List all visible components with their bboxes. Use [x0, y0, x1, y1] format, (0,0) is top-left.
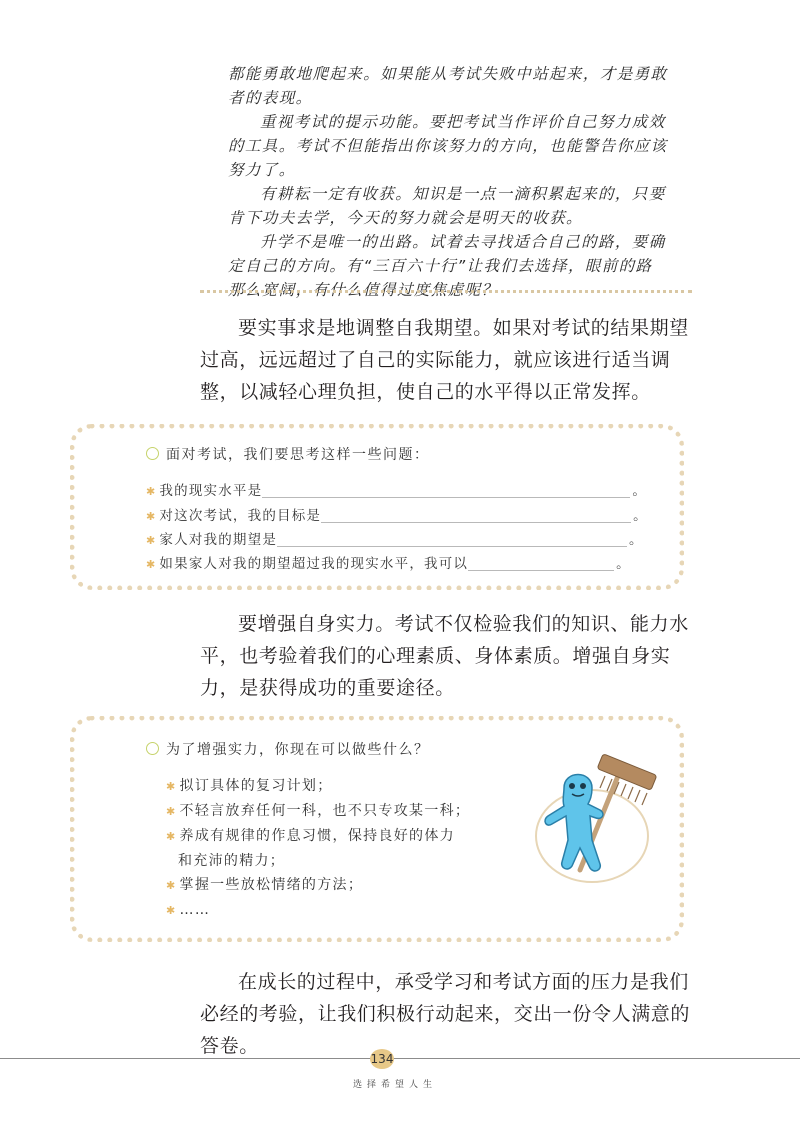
star-bullet-icon: ✱ — [166, 780, 177, 793]
star-bullet-icon: ✱ — [166, 879, 177, 892]
circle-bullet-icon — [146, 447, 159, 460]
cartoon-figure-with-broom-illustration — [520, 748, 670, 888]
running-title: 选择希望人生 — [352, 1080, 437, 1090]
star-bullet-icon: ✱ — [166, 830, 177, 843]
answer-blank[interactable] — [262, 483, 630, 498]
answer-blank[interactable] — [321, 508, 631, 523]
answer-blank[interactable] — [468, 556, 614, 571]
list-item-continuation: 和充沛的精力； — [178, 853, 286, 869]
body-paragraph-adjust-expectation: 要实事求是地调整自我期望。如果对考试的结果期望过高，远远超过了自己的实际能力，就应该进行适当调整，以减轻心理负担，使自己的水平得以正常发挥。 — [200, 317, 689, 403]
handwritten-paragraph: 升学不是唯一的出路。试着去寻找适合自己的路，要确定自己的方向。有“三百六十行”让我们去选择，眼前的路那么宽阔，有什么值得过度焦虑呢？ — [228, 233, 666, 299]
page-number: 134 — [370, 1049, 394, 1069]
footer-rule — [0, 1058, 800, 1059]
handwritten-paragraph: 都能勇敢地爬起来。如果能从考试失败中站起来，才是勇敢者的表现。 — [228, 65, 668, 107]
list-item: ✱ 对这次考试，我的目标是 。 — [146, 508, 648, 524]
list-item: ✱ 不轻言放弃任何一科，也不只专攻某一科； — [166, 803, 471, 819]
list-item: ✱ 如果家人对我的期望超过我的现实水平，我可以 。 — [146, 556, 631, 572]
answer-blank[interactable] — [277, 532, 627, 547]
star-bullet-icon: ✱ — [166, 904, 177, 917]
handwritten-paragraph: 有耕耘一定有收获。知识是一点一滴积累起来的，只要肯下功夫去学，今天的努力就会是明天的收获。 — [228, 185, 666, 227]
list-item: ✱ 拟订具体的复习计划； — [166, 778, 333, 794]
star-bullet-icon: ✱ — [146, 510, 157, 523]
list-item: ✱ …… — [166, 902, 211, 918]
suggestion-box-heading: 为了增强实力，你现在可以做些什么？ — [146, 739, 430, 759]
list-item: ✱ 家人对我的期望是 。 — [146, 532, 644, 548]
handwritten-paragraph: 重视考试的提示功能。要把考试当作评价自己努力成效的工具。考试不但能指出你该努力的方向，也能警告你应该努力了。 — [228, 113, 668, 179]
suggestion-list — [166, 774, 470, 923]
list-item: ✱ 我的现实水平是 。 — [146, 483, 648, 499]
star-bullet-icon: ✱ — [166, 805, 177, 818]
star-bullet-icon: ✱ — [146, 534, 157, 547]
body-paragraph-strengthen: 要增强自身实力。考试不仅检验我们的知识、能力水平，也考验着我们的心理素质、身体素质。增强自身实力，是获得成功的重要途径。 — [200, 613, 689, 699]
list-item: ✱ 养成有规律的作息习惯，保持良好的体力 — [166, 828, 455, 844]
star-bullet-icon: ✱ — [146, 558, 157, 571]
list-item: ✱ 掌握一些放松情绪的方法； — [166, 877, 364, 893]
question-box-heading: 面对考试，我们要思考这样一些问题： — [146, 444, 430, 464]
circle-bullet-icon — [146, 742, 159, 755]
dotted-divider — [200, 290, 692, 293]
handwritten-passage — [228, 62, 668, 302]
star-bullet-icon: ✱ — [146, 485, 157, 498]
body-paragraph-conclusion: 在成长的过程中，承受学习和考试方面的压力是我们必经的考验，让我们积极行动起来，交出一份令人满意的答卷。 — [200, 971, 691, 1057]
